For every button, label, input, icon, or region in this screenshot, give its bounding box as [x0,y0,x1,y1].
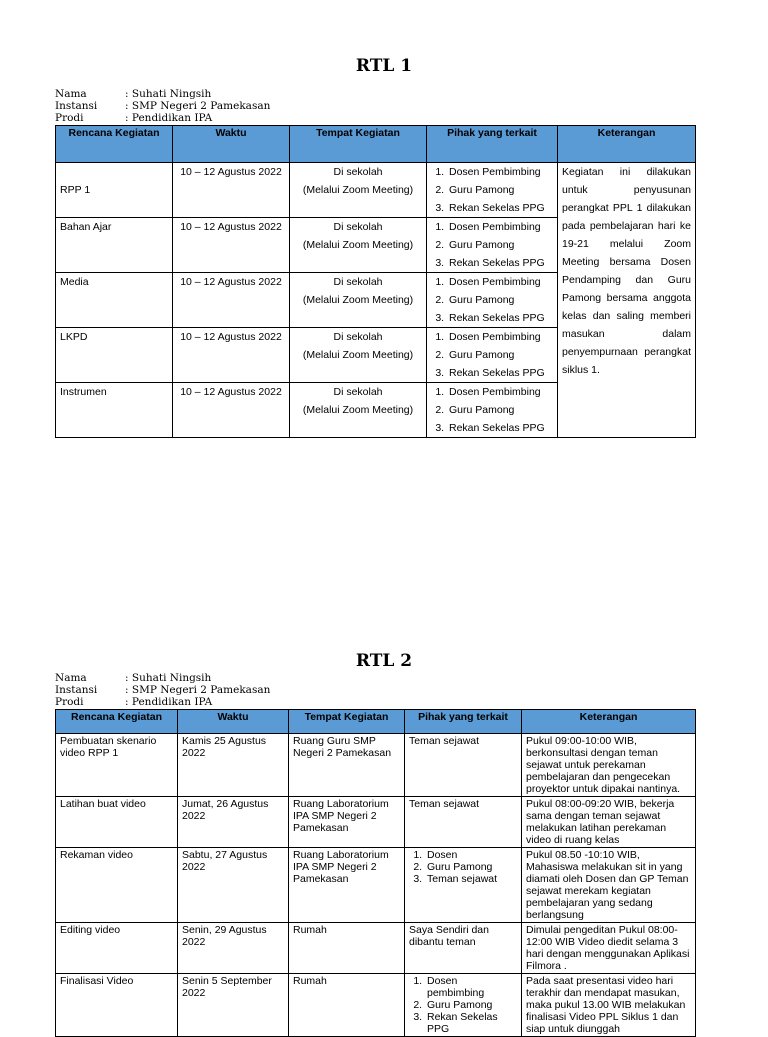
instansi-value: : SMP Negeri 2 Pamekasan [125,100,271,112]
rtl1-table [55,125,696,438]
header-waktu: Waktu [173,126,290,163]
pihak-list [409,849,517,885]
table-row [56,974,696,1037]
pihak-list [431,163,553,217]
list-item: 1. Dosen [425,849,517,861]
list-item: 2. Guru Pamong [447,401,553,419]
tempat-line: Di sekolah [333,331,383,343]
pihak-list [431,383,553,437]
tempat-line: (Melalui Zoom Meeting) [302,349,414,361]
kegiatan-cell: Instrumen [56,383,173,438]
header-pihak-terkait: Pihak yang terkait [427,126,558,163]
rtl2-header-row [56,710,696,734]
header-waktu: Waktu [178,710,289,734]
tempat-line: Di sekolah [333,386,383,398]
list-item: 1. Dosen Pembimbing [447,163,553,181]
header-rencana-kegiatan: Rencana Kegiatan [56,710,178,734]
keterangan-cell: Pukul 08:00-09:20 WIB, bekerja sama dengan teman sejawat melakukan latihan perekaman video di ruang kelas [522,797,696,848]
prodi-label: Prodi [55,696,84,708]
tempat-cell [290,273,427,328]
keterangan-cell: Pukul 09:00-10:00 WIB, berkonsultasi dengan teman sejawat untuk perekaman pembelajaran dan pengecekan proyektor untuk dipakai nantinya. [522,734,696,797]
rtl1-title: RTL 1 [355,56,413,76]
pihak-cell [405,848,522,923]
pihak-cell [427,273,558,328]
waktu-cell: Sabtu, 27 Agustus 2022 [178,848,289,923]
tempat-line: Di sekolah [333,166,383,178]
waktu-cell: Jumat, 26 Agustus 2022 [178,797,289,848]
rtl2-table [55,709,696,1037]
waktu-cell: Senin, 29 Agustus 2022 [178,923,289,974]
keterangan-cell: Kegiatan ini dilakukan untuk penyusunan perangkat PPL 1 dilakukan pada pembelajaran hari ke 19-21 melalui Zoom Meeting bersama Dosen Pendamping dan Guru Pamong bersama anggota kelas dan saling memberi masukan dalam penyempurnaan perangkat siklus 1. [558,163,696,438]
keterangan-cell: Pada saat presentasi video hari terakhir dan mendapat masukan, maka pukul 13.00 WIB melakukan finalisasi Video PPL Siklus 1 dan siap untuk diunggah [522,974,696,1037]
tempat-cell: Rumah [289,974,405,1037]
instansi-label: Instansi [55,684,98,696]
list-item: 1. Dosen pembimbing [425,975,517,999]
list-item: 3. Rekan Sekelas PPG [447,364,553,382]
list-item: 3. Rekan Sekelas PPG [425,1011,517,1035]
rtl2-title: RTL 2 [355,651,413,671]
list-item: 3. Teman sejawat [425,873,517,885]
header-keterangan: Keterangan [558,126,696,163]
table-row [56,797,696,848]
tempat-cell [290,218,427,273]
list-item: 3. Rekan Sekelas PPG [447,419,553,437]
list-item: 1. Dosen Pembimbing [447,273,553,291]
tempat-cell: Ruang Guru SMP Negeri 2 Pamekasan [289,734,405,797]
waktu-cell: 10 – 12 Agustus 2022 [173,383,290,438]
pihak-cell [427,218,558,273]
header-tempat-kegiatan: Tempat Kegiatan [290,126,427,163]
list-item: 1. Dosen Pembimbing [447,328,553,346]
kegiatan-cell: Bahan Ajar [56,218,173,273]
header-rencana-kegiatan: Rencana Kegiatan [56,126,173,163]
nama-value: : Suhati Ningsih [125,88,212,100]
waktu-cell: 10 – 12 Agustus 2022 [173,328,290,383]
list-item: 1. Dosen Pembimbing [447,218,553,236]
rtl2-identity-block [55,672,270,708]
table-row [56,734,696,797]
tempat-cell: Ruang Laboratorium IPA SMP Negeri 2 Pamekasan [289,797,405,848]
tempat-line: (Melalui Zoom Meeting) [302,294,414,306]
instansi-value: : SMP Negeri 2 Pamekasan [125,684,271,696]
tempat-line: (Melalui Zoom Meeting) [302,404,414,416]
list-item: 3. Rekan Sekelas PPG [447,254,553,272]
tempat-line: Di sekolah [333,276,383,288]
pihak-list [409,975,517,1035]
pihak-cell: Teman sejawat [405,734,522,797]
tempat-cell [290,163,427,218]
keterangan-cell: Dimulai pengeditan Pukul 08:00-12:00 WIB Video diedit selama 3 hari dengan menggunakan Aplikasi Filmora . [522,923,696,974]
kegiatan-cell: Rekaman video [56,848,178,923]
list-item: 3. Rekan Sekelas PPG [447,309,553,327]
kegiatan-cell: Media [56,273,173,328]
waktu-cell: 10 – 12 Agustus 2022 [173,273,290,328]
prodi-value: : Pendidikan IPA [125,112,213,124]
kegiatan-cell: Pembuatan skenario video RPP 1 [56,734,178,797]
waktu-cell: 10 – 12 Agustus 2022 [173,163,290,218]
tempat-cell [290,328,427,383]
instansi-label: Instansi [55,100,98,112]
pihak-list [431,328,553,382]
pihak-cell: Teman sejawat [405,797,522,848]
tempat-cell [290,383,427,438]
waktu-cell: 10 – 12 Agustus 2022 [173,218,290,273]
list-item: 2. Guru Pamong [425,999,517,1011]
pihak-cell: Saya Sendiri dan dibantu teman [405,923,522,974]
table-row [56,923,696,974]
nama-label: Nama [55,88,87,100]
tempat-cell: Ruang Laboratorium IPA SMP Negeri 2 Pamekasan [289,848,405,923]
rtl1-header-row [56,126,696,163]
waktu-cell: Kamis 25 Agustus 2022 [178,734,289,797]
header-tempat-kegiatan: Tempat Kegiatan [289,710,405,734]
header-keterangan: Keterangan [522,710,696,734]
tempat-line: (Melalui Zoom Meeting) [302,239,414,251]
kegiatan-cell: Latihan buat video [56,797,178,848]
nama-value: : Suhati Ningsih [125,672,212,684]
pihak-list [431,218,553,272]
waktu-cell: Senin 5 September 2022 [178,974,289,1037]
tempat-line: Di sekolah [333,221,383,233]
pihak-list [431,273,553,327]
kegiatan-cell: Editing video [56,923,178,974]
header-pihak-terkait: Pihak yang terkait [405,710,522,734]
list-item: 2. Guru Pamong [447,181,553,199]
list-item: 1. Dosen Pembimbing [447,383,553,401]
pihak-cell [427,383,558,438]
kegiatan-cell: LKPD [56,328,173,383]
tempat-line: (Melalui Zoom Meeting) [302,184,414,196]
nama-label: Nama [55,672,87,684]
prodi-label: Prodi [55,112,84,124]
keterangan-cell: Pukul 08.50 -10:10 WIB, Mahasiswa melakukan sit in yang diamati oleh Dosen dan GP Teman sejawat merekam kegiatan pembelajaran yang sedang berlangsung [522,848,696,923]
pihak-cell [405,974,522,1037]
table-row [56,163,696,218]
list-item: 2. Guru Pamong [447,236,553,254]
tempat-cell: Rumah [289,923,405,974]
list-item: 2. Guru Pamong [447,346,553,364]
list-item: 3. Rekan Sekelas PPG [447,199,553,217]
table-row [56,848,696,923]
prodi-value: : Pendidikan IPA [125,696,213,708]
kegiatan-cell: RPP 1 [56,163,173,218]
rtl1-identity-block [55,88,270,124]
list-item: 2. Guru Pamong [447,291,553,309]
pihak-cell [427,328,558,383]
pihak-cell [427,163,558,218]
kegiatan-cell: Finalisasi Video [56,974,178,1037]
list-item: 2. Guru Pamong [425,861,517,873]
